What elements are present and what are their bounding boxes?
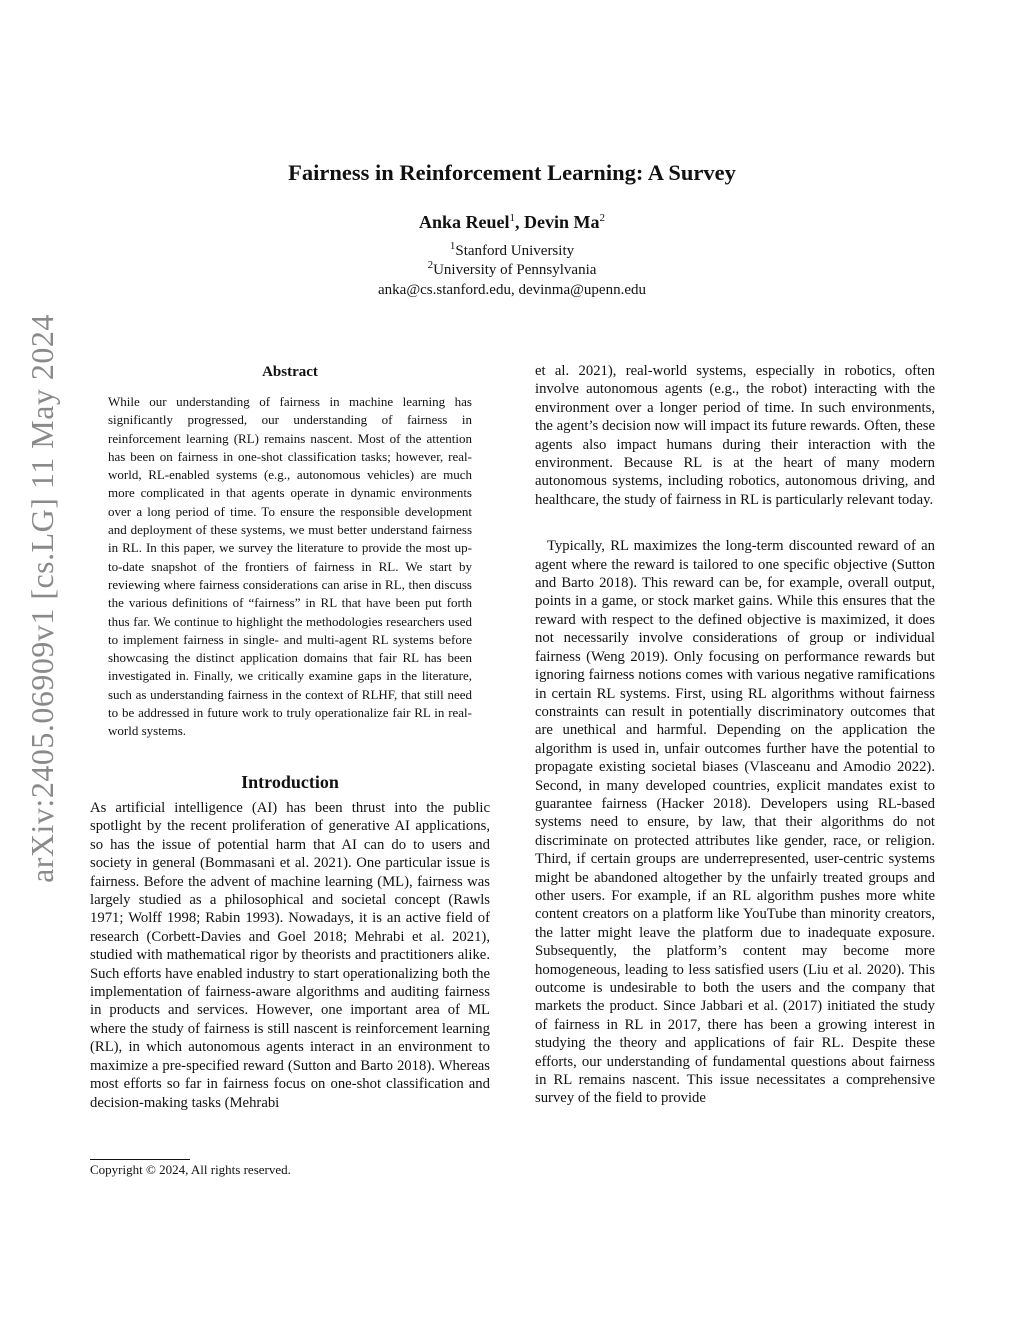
introduction-paragraph-continued: et al. 2021), real-world systems, especially in robotics, often involve autonomous agents (e.g., the robot) interacting with the environment over a longer period of time. In such environments, the agent’s decision now will impact its future rewards. Often, these agents also impact humans during their interaction with the environment. Because RL is at the heart of many modern autonomous systems, including robotics, autonomous driving, and healthcare, the study of fairness in RL is particularly relevant today. <box>535 363 935 508</box>
introduction-heading: Introduction <box>241 772 339 792</box>
abstract-text: While our understanding of fairness in machine learning has significantly progressed, our understanding of fairness in reinforcement learning (RL) remains nascent. Most of the attention has been on fairness in one-shot classification tasks; however, real-world, RL-enabled systems (e.g., autonomous vehicles) are much more complicated in that agents operate in dynamic environments over a long period of time. To ensure the responsible development and deployment of these systems, we must better understand fairness in RL. In this paper, we survey the literature to provide the most up-to-date snapshot of the frontiers of fairness in RL. We start by reviewing where fairness considerations can arise in RL, then discuss the various definitions of “fairness” in RL that have been put forth thus far. We continue to highlight the methodologies researchers used to implement fairness in single- and multi-agent RL systems before showcasing the distinct application domains that fair RL has been investigated in. Finally, we critically examine gaps in the literature, such as understanding fairness in the context of RLHF, that still need to be addressed in future work to truly operationalize fair RL in real-world systems. <box>108 394 472 739</box>
author-name: Anka Reuel <box>418 212 510 232</box>
affiliation-marker: 2 <box>599 212 605 224</box>
arxiv-identifier-stamp <box>14 313 70 883</box>
introduction-paragraph: Typically, RL maximizes the long-term discounted reward of an agent where the reward is tailored to one specific objective (Sutton and Barto 2018). This reward can be, for example, overall output, points in a game, or stock market gains. While this ensures that the reward with respect to the defined objective is maximized, it does not necessarily involve considerations of group or individual fairness (Weng 2019). Only focusing on performance rewards but ignoring fairness notions comes with various negative ramifications in certain RL systems. First, using RL algorithms without fairness constraints can result in potentially discriminatory outcomes that are unethical and harmful. Depending on the application the algorithm is used in, unfair outcomes further have the potential to propagate existing societal biases (Vlasceanu and Amodio 2022). Second, in many developed countries, explicit mandates exist to guarantee fairness (Hacker 2018). Developers using RL-based systems need to ensure, by law, that their algorithms do not discriminate on protected attributes like gender, race, or religion. Third, if certain groups are underrepresented, user-centric systems might be abandoned altogether by the unfairly treated groups and other users. For example, if an RL algorithm pushes more white content creators on a platform like YouTube than minority creators, the latter might leave the platform due to inadequate exposure. Subsequently, the platform’s content may become more homogeneous, leading to less satisfied users (Liu et al. 2020). This outcome is undesirable to both the users and the company that markets the product. Since Jabbari et al. (2017) initiated the study of fairness in RL in 2017, there has been a growing interest in studying the theory and applications of fair RL. Despite these efforts, our understanding of fundamental questions about fairness in RL remains nascent. This issue necessitates a comprehensive survey of the field to provide <box>535 538 935 1107</box>
affiliation-marker: 2 <box>427 259 434 271</box>
affiliation-line <box>0 259 1024 279</box>
affiliation-line <box>0 240 1024 260</box>
introduction-paragraph-left: As artificial intelligence (AI) has been thrust into the public spotlight by the recent proliferation of generative AI applications, so has the issue of potential harm that AI can do to users and society in general (Bommasani et al. 2021). One particular issue is fairness. Before the advent of machine learning (ML), fairness was largely studied as a philosophical and societal concept (Rawls 1971; Wolff 1998; Rabin 1993). Nowadays, it is an active field of research (Corbett-Davies and Goel 2018; Mehrabi et al. 2021), studied with mathematical rigor by theorists and practitioners alike. Such efforts have enabled industry to start operationalizing both the implementation of fairness-aware algorithms and auditing fairness in products and services. However, one important area of ML where the study of fairness is still nascent is reinforcement learning (RL), in which autonomous agents interact in an environment to maximize a pre-specified reward (Sutton and Barto 2018). Whereas most efforts so far in fairness focus on one-shot classification and decision-making tasks (Mehrabi <box>90 800 490 1111</box>
affiliation-name: University of Pennsylvania <box>433 262 597 278</box>
arxiv-identifier-text: arXiv:2405.06909v1 [cs.LG] 11 May 2024 <box>23 313 60 883</box>
affiliation-marker: 1 <box>509 212 515 224</box>
author-name: Devin Ma <box>524 212 600 232</box>
author-emails: anka@cs.stanford.edu, devinma@upenn.edu <box>378 282 646 298</box>
right-column <box>535 362 935 1108</box>
paper-title: Fairness in Reinforcement Learning: A Survey <box>288 160 736 185</box>
footnote-rule <box>90 1159 190 1160</box>
affiliation-name: Stanford University <box>455 243 575 259</box>
copyright-footnote: Copyright © 2024, All rights reserved. <box>90 1162 291 1177</box>
author-separator: , <box>515 212 524 232</box>
abstract-heading: Abstract <box>262 364 318 380</box>
author-line <box>0 212 1024 233</box>
affiliation-marker: 1 <box>449 240 456 252</box>
